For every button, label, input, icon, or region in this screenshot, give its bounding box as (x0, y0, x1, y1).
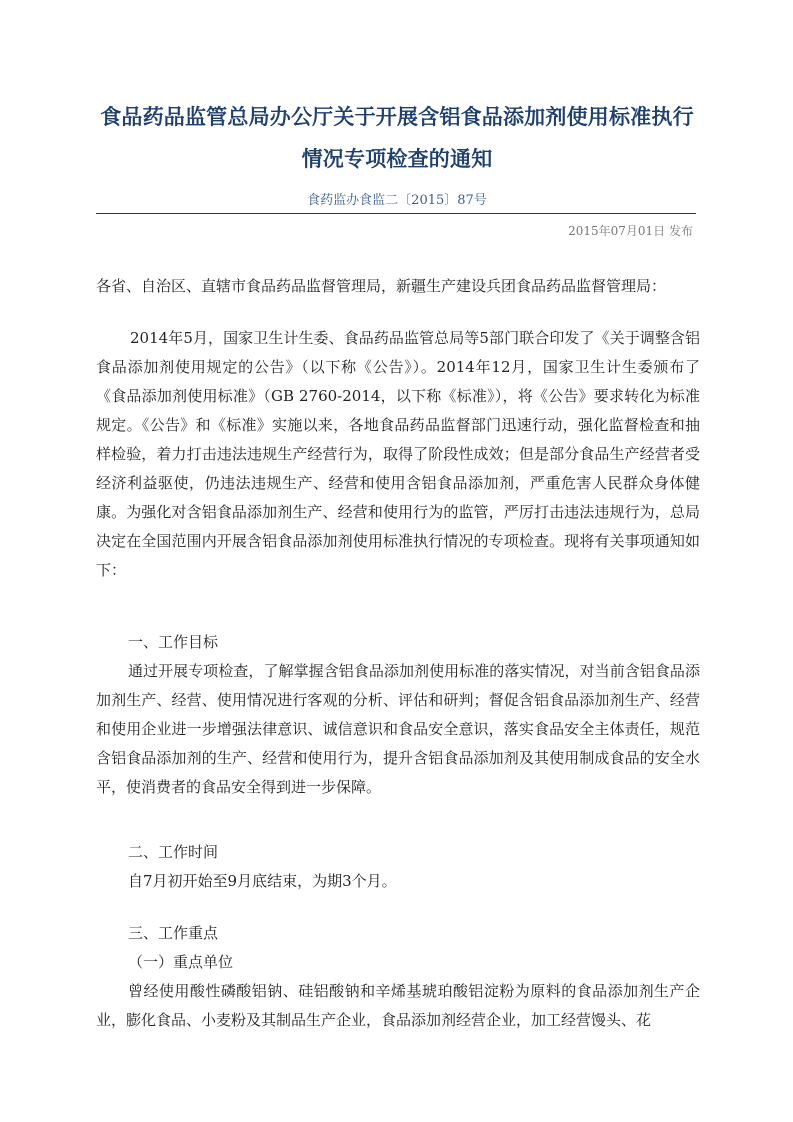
section-heading-focus: 三、工作重点 (128, 924, 219, 942)
section-heading-goals: 一、工作目标 (128, 633, 219, 651)
title-divider (96, 213, 696, 214)
section-body-time: 自7月初开始至9月底结束，为期3个月。 (128, 872, 397, 890)
section-body-goals: 通过开展专项检查，了解掌握含铝食品添加剂使用标准的落实情况，对当前含铝食品添加剂生产、经营、使用情况进行客观的分析、评估和研判；督促含铝食品添加剂生产、经营和使用企业进一步增强法律意识、诚信意识和食品安全意识，落实食品安全主体责任，规范含铝食品添加剂的生产、经营和使用行为，提升含铝食品添加剂及其使用制成食品的安全水平，使消费者的食品安全得到进一步保障。 (96, 662, 700, 796)
addressee: 各省、自治区、直辖市食品药品监督管理局，新疆生产建设兵团食品药品监督管理局： (96, 277, 667, 295)
subsection-body-key-units: 曾经使用酸性磷酸铝钠、硅铝酸钠和辛烯基琥珀酸铝淀粉为原料的食品添加剂生产企业，膨化食品、小麦粉及其制品生产企业，食品添加剂经营企业，加工经营馒头、花 (96, 982, 700, 1029)
intro-paragraph: 2014年5月，国家卫生计生委、食品药品监管总局等5部门联合印发了《关于调整含铝食品添加剂使用规定的公告》（以下称《公告》）。2014年12月，国家卫生计生委颁布了《食品添加剂使用标准》（GB 2760-2014，以下称《标准》），将《公告》要求转化为标准规定。《公告》和《标准》实施以来，各地食品药品监督部门迅速行动，强化监督检查和抽样检验，着力打击违法违规生产经营行为，取得了阶段性成效；但是部分食品生产经营者受经济利益驱使，仍违法违规生产、经营和使用含铝食品添加剂，严重危害人民群众身体健康。为强化对含铝食品添加剂生产、经营和使用行为的监管，严厉打击违法违规行为，总局决定在全国范围内开展含铝食品添加剂使用标准执行情况的专项检查。现将有关事项通知如下： (96, 329, 700, 579)
section-heading-time: 二、工作时间 (128, 843, 219, 861)
document-number: 食药监办食监二〔2015〕87号 (307, 193, 487, 208)
publish-date: 2015年07月01日 发布 (568, 224, 693, 238)
subsection-heading-key-units: （一）重点单位 (128, 953, 234, 971)
document-title: 食品药品监管总局办公厅关于开展含铝食品添加剂使用标准执行情况专项检查的通知 (100, 104, 694, 171)
